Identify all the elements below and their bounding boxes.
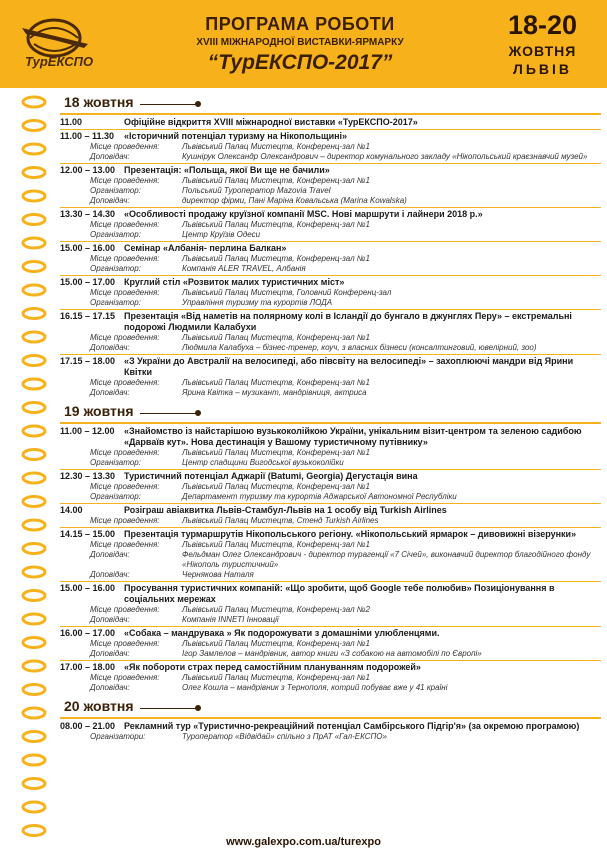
detail-label: Місце проведення: xyxy=(90,254,160,263)
spiral-ring xyxy=(23,450,45,460)
event-detail xyxy=(60,540,601,550)
event-detail xyxy=(60,196,601,206)
event-detail xyxy=(60,482,601,492)
event-separator xyxy=(60,275,601,276)
event-detail xyxy=(60,683,601,693)
event-separator xyxy=(60,163,601,164)
detail-value: Львівський Палац Мистецтв, Конференц-зал №1 xyxy=(182,254,370,263)
event-title: «Знайомство із найстарішою вузькоколійкою України, унікальним візит-центром та зеленою садибою «Дарваїв кут». Нова дестинація у Вашому туристичному путівнику» xyxy=(124,426,582,447)
detail-label: Місце проведення: xyxy=(90,378,160,387)
detail-label: Місце проведення: xyxy=(90,220,160,229)
detail-value: Людмила Калабуха – бізнес-тренер, коуч, з власних бізнеси (консалтинговий, ювелірний, зоо) xyxy=(182,343,537,352)
detail-value: Центр Круїзів Одеси xyxy=(182,230,261,239)
schedule-item-header xyxy=(60,426,601,448)
event-detail xyxy=(60,176,601,186)
logo-text: ТурЕКСПО xyxy=(25,54,94,69)
event-time: 11.00 – 11.30 xyxy=(60,131,115,141)
detail-label: Місце проведення: xyxy=(90,639,160,648)
detail-label: Доповідач: xyxy=(90,683,130,692)
event-time: 11.00 xyxy=(60,117,83,127)
schedule-item xyxy=(56,117,601,128)
day-divider xyxy=(140,708,196,709)
spiral-ring xyxy=(23,473,45,483)
schedule-item xyxy=(56,131,601,162)
detail-label: Місце проведення: xyxy=(90,516,160,525)
spiral-ring xyxy=(23,356,45,366)
detail-value: директор фірми, Пані Маріна Ковальська (Marina Kowalska) xyxy=(182,196,407,205)
spiral-ring xyxy=(23,332,45,342)
spiral-ring xyxy=(23,262,45,272)
event-title: Просування туристичних компаній: «Що зробити, щоб Google тебе полюбив» Позиціонування в соціальних мережах xyxy=(124,583,555,604)
event-separator xyxy=(60,626,601,627)
event-detail xyxy=(60,458,601,468)
day-divider-dot xyxy=(195,410,201,416)
schedule-item-header xyxy=(60,721,601,732)
schedule-item-header xyxy=(60,117,601,128)
detail-value: Олег Кошла – мандрівник з Тернополя, котрий побуває вже у 41 країні xyxy=(182,683,448,692)
detail-value: Львівський Палац Мистецтв, Конференц-зал №1 xyxy=(182,378,370,387)
event-detail xyxy=(60,230,601,240)
day-divider-dot xyxy=(195,705,201,711)
detail-label: Місце проведення: xyxy=(90,448,160,457)
event-detail xyxy=(60,254,601,264)
event-detail xyxy=(60,639,601,649)
event-title: «Як побороти страх перед самостійним плануванням подорожей» xyxy=(124,662,421,672)
spiral-ring xyxy=(23,168,45,178)
detail-value: Кушнірук Олександр Олександрович – директор комунального закладу «Нікопольський краєзнавчий музей» xyxy=(182,152,588,161)
detail-value: Туроператор «Відвідай» спільно з ПрАТ «Гал-ЕКСПО» xyxy=(182,732,387,741)
event-separator xyxy=(60,503,601,504)
event-time: 08.00 – 21.00 xyxy=(60,721,116,731)
detail-value: Управління туризму та курортів ЛОДА xyxy=(182,298,333,307)
event-detail xyxy=(60,388,601,398)
detail-value: Львівський Палац Мистецтв, Конференц-зал №2 xyxy=(182,605,370,614)
event-detail xyxy=(60,186,601,196)
day-title: 20 жовтня xyxy=(64,698,134,714)
event-detail xyxy=(60,732,601,742)
event-title: «Історичний потенціал туризму на Нікопольщині» xyxy=(124,131,348,141)
detail-value: Фельдман Олег Олександрович - директор турагенції «7 Січей», виконавчий директор благодійного фонду «Нікополь туристичний» xyxy=(182,550,591,569)
event-time: 17.15 – 18.00 xyxy=(60,356,116,366)
event-detail xyxy=(60,448,601,458)
detail-value: Ігор Замлелов – мандрівник, автор книги «З собакою на автомобілі по Європі» xyxy=(182,649,482,658)
schedule-item xyxy=(56,209,601,240)
event-time: 14.00 xyxy=(60,505,83,515)
detail-label: Організатор: xyxy=(90,298,141,307)
schedule-item-header xyxy=(60,165,601,176)
page-subtitle: XVIII МІЖНАРОДНОЇ ВИСТАВКИ-ЯРМАРКУ xyxy=(196,37,404,48)
event-month: ЖОВТНЯ xyxy=(508,43,577,59)
event-detail xyxy=(60,220,601,230)
schedule-item-header xyxy=(60,505,601,516)
event-detail xyxy=(60,288,601,298)
schedule-item-header xyxy=(60,209,601,220)
schedule-item xyxy=(56,583,601,625)
spiral-ring xyxy=(23,544,45,554)
detail-value: Чернякова Наталя xyxy=(182,570,254,579)
schedule-item-header xyxy=(60,311,601,333)
page-title: ПРОГРАМА РОБОТИ xyxy=(205,14,395,34)
header xyxy=(0,0,607,88)
event-detail xyxy=(60,152,601,162)
spiral-ring xyxy=(23,567,45,577)
detail-value: Ярина Квітка – музикант, мандрівниця, актриса xyxy=(182,388,367,397)
spiral-ring xyxy=(23,215,45,225)
spiral-ring xyxy=(23,285,45,295)
spiral-ring xyxy=(23,802,45,812)
schedule-item-header xyxy=(60,356,601,378)
event-separator xyxy=(60,469,601,470)
detail-value: Польський Туроператор Mazovia Travel xyxy=(182,186,331,195)
event-time: 15.00 – 16.00 xyxy=(60,243,116,253)
event-time: 14.15 – 15.00 xyxy=(60,529,116,539)
event-separator xyxy=(60,581,601,582)
event-dates: 18-20 xyxy=(507,10,578,40)
detail-value: Львівський Палац Мистецтв, Конференц-зал №1 xyxy=(182,176,370,185)
spiral-ring xyxy=(23,732,45,742)
schedule-item xyxy=(56,505,601,526)
event-separator xyxy=(60,241,601,242)
day-bar xyxy=(60,113,601,115)
detail-value: Львівський Палац Мистецтв, Головний Конференц-зал xyxy=(182,288,392,297)
event-detail xyxy=(60,333,601,343)
event-detail xyxy=(60,516,601,526)
schedule-item-header xyxy=(60,131,601,142)
detail-label: Доповідач: xyxy=(90,388,130,397)
detail-label: Доповідач: xyxy=(90,196,130,205)
schedule-item xyxy=(56,426,601,468)
event-detail xyxy=(60,570,601,580)
detail-label: Організатори: xyxy=(90,732,146,741)
event-title: Круглий стіл «Розвиток малих туристичних міст» xyxy=(124,277,345,287)
day-title: 18 жовтня xyxy=(64,94,134,110)
day-title: 19 жовтня xyxy=(64,403,134,419)
schedule-item-header xyxy=(60,628,601,639)
detail-value: Компанія INNETI Інновації xyxy=(182,615,279,624)
schedule-item xyxy=(56,243,601,274)
spiral-ring xyxy=(23,309,45,319)
event-name: “ТурЕКСПО-2017” xyxy=(207,51,393,74)
detail-label: Доповідач: xyxy=(90,343,130,352)
event-title: Презентація турмаршрутів Нікопольського регіону. «Нікопольський ярмарок – дивовижні візерунки» xyxy=(124,529,577,539)
event-title: «З України до Австралії на велосипеді, або півсвіту на велосипеді» – захоплюючі мандри від Ярини Квітки xyxy=(124,356,574,377)
detail-value: Львівський Палац Мистецтв, Конференц-зал №1 xyxy=(182,673,370,682)
event-detail xyxy=(60,673,601,683)
spiral-ring xyxy=(23,97,45,107)
detail-label: Організатор: xyxy=(90,186,141,195)
day-heading xyxy=(56,694,601,717)
event-time: 15.00 – 16.00 xyxy=(60,583,116,593)
detail-label: Доповідач: xyxy=(90,615,130,624)
schedule-item-header xyxy=(60,583,601,605)
day-bar xyxy=(60,422,601,424)
detail-label: Доповідач: xyxy=(90,152,130,161)
event-separator xyxy=(60,207,601,208)
event-title: Офіційне відкриття XVIII міжнародної виставки «ТурЕКСПО-2017» xyxy=(124,117,418,127)
schedule-item xyxy=(56,277,601,308)
spiral-ring xyxy=(23,661,45,671)
spiral-ring xyxy=(23,520,45,530)
event-detail xyxy=(60,343,601,353)
detail-label: Місце проведення: xyxy=(90,333,160,342)
detail-value: Львівський Палац Мистецтв, Конференц-зал №1 xyxy=(182,482,370,491)
spiral-ring xyxy=(23,685,45,695)
schedule-item xyxy=(56,529,601,580)
spiral-ring xyxy=(23,826,45,836)
spiral-ring xyxy=(23,379,45,389)
event-detail xyxy=(60,298,601,308)
schedule-item xyxy=(56,356,601,398)
detail-value: Компанія ALER TRAVEL, Албанія xyxy=(182,264,306,273)
spiral-ring xyxy=(23,121,45,131)
footer-url[interactable]: www.galexpo.com.ua/turexpo xyxy=(226,836,381,848)
spiral-ring xyxy=(23,708,45,718)
event-title: «Собака – мандрувака » Як подорожувати з домашніми улюбленцями. xyxy=(124,628,440,638)
event-detail xyxy=(60,550,601,570)
detail-value: Львівський Палац Мистецтв, Конференц-зал №1 xyxy=(182,448,370,457)
day-heading xyxy=(56,90,601,113)
day-divider-dot xyxy=(195,101,201,107)
detail-label: Організатор: xyxy=(90,458,141,467)
event-title: Презентація «Від наметів на полярному колі в Ісландії до бунгало в джунглях Перу» – екстремальні подорожі Людмили Калабухи xyxy=(124,311,572,332)
detail-label: Організатор: xyxy=(90,230,141,239)
detail-label: Місце проведення: xyxy=(90,288,160,297)
spiral-ring xyxy=(23,191,45,201)
detail-value: Центр спадщини Вигодської вузькоколійки xyxy=(182,458,344,467)
day-divider xyxy=(140,413,196,414)
event-detail xyxy=(60,264,601,274)
detail-value: Львівський Палац Мистецтв, Конференц-зал №1 xyxy=(182,220,370,229)
detail-value: Львівський Палац Мистецтв, Конференц-зал №1 xyxy=(182,540,370,549)
event-time: 12.30 – 13.30 xyxy=(60,471,116,481)
schedule-item xyxy=(56,471,601,502)
detail-label: Місце проведення: xyxy=(90,673,160,682)
detail-label: Місце проведення: xyxy=(90,142,160,151)
event-separator xyxy=(60,660,601,661)
spiral-ring xyxy=(23,638,45,648)
detail-label: Доповідач: xyxy=(90,570,130,579)
event-separator xyxy=(60,129,601,130)
spiral-ring xyxy=(23,403,45,413)
spiral-ring xyxy=(23,614,45,624)
spiral-ring xyxy=(23,497,45,507)
event-separator xyxy=(60,309,601,310)
schedule-item-header xyxy=(60,662,601,673)
event-time: 16.15 – 17.15 xyxy=(60,311,116,321)
event-title: Семінар «Албанія- перлина Балкан» xyxy=(124,243,287,253)
spiral-ring xyxy=(23,779,45,789)
day-divider xyxy=(140,104,196,105)
event-title: Туристичний потенціал Аджарії (Batumi, Georgia) Дегустація вина xyxy=(124,471,418,481)
schedule-item xyxy=(56,628,601,659)
detail-label: Місце проведення: xyxy=(90,540,160,549)
schedule-item-header xyxy=(60,243,601,254)
event-separator xyxy=(60,354,601,355)
detail-label: Організатор: xyxy=(90,264,141,273)
event-detail xyxy=(60,605,601,615)
detail-value: Львівський Палац Мистецтв, Стенд Turkish Airlines xyxy=(182,516,379,525)
event-time: 16.00 – 17.00 xyxy=(60,628,116,638)
event-detail xyxy=(60,378,601,388)
event-separator xyxy=(60,527,601,528)
spiral-ring xyxy=(23,144,45,154)
event-time: 12.00 – 13.00 xyxy=(60,165,116,175)
detail-label: Доповідач: xyxy=(90,550,130,559)
event-time: 13.30 – 14.30 xyxy=(60,209,116,219)
detail-label: Місце проведення: xyxy=(90,482,160,491)
detail-value: Львівський Палац Мистецтв, Конференц-зал №1 xyxy=(182,333,370,342)
day-heading xyxy=(56,399,601,422)
event-title: Розіграш авіаквитка Львів-Стамбул-Львів на 1 особу від Turkish Airlines xyxy=(124,505,447,515)
detail-value: Львівський Палац Мистецтв, Конференц-зал №1 xyxy=(182,142,370,151)
detail-label: Місце проведення: xyxy=(90,176,160,185)
spiral-ring xyxy=(23,755,45,765)
spiral-ring xyxy=(23,591,45,601)
event-detail xyxy=(60,492,601,502)
day-bar xyxy=(60,717,601,719)
detail-label: Організатор: xyxy=(90,492,141,501)
schedule-item xyxy=(56,311,601,353)
schedule-item xyxy=(56,662,601,693)
event-city: ЛЬВІВ xyxy=(513,61,572,77)
event-title: Презентація: «Польща, якої Ви ще не бачили» xyxy=(124,165,330,175)
spiral-binding-icon xyxy=(20,92,48,852)
schedule xyxy=(56,90,601,743)
schedule-item-header xyxy=(60,471,601,482)
detail-value: Львівський Палац Мистецтв, Конференц-зал №1 xyxy=(182,639,370,648)
detail-label: Доповідач: xyxy=(90,649,130,658)
event-detail xyxy=(60,142,601,152)
detail-label: Місце проведення: xyxy=(90,605,160,614)
schedule-item xyxy=(56,721,601,742)
event-title: «Особливості продажу круїзної компанії MSC. Нові маршрути і лайнери 2018 р.» xyxy=(124,209,483,219)
schedule-item-header xyxy=(60,529,601,540)
event-time: 17.00 – 18.00 xyxy=(60,662,116,672)
event-detail xyxy=(60,615,601,625)
schedule-item-header xyxy=(60,277,601,288)
event-detail xyxy=(60,649,601,659)
event-time: 11.00 – 12.00 xyxy=(60,426,115,436)
spiral-ring xyxy=(23,238,45,248)
event-title: Рекламний тур «Туристично-рекреаційний потенціал Самбірського Підгір'я» (за окремою програмою) xyxy=(124,721,580,731)
schedule-item xyxy=(56,165,601,206)
spiral-ring xyxy=(23,426,45,436)
detail-value: Департамент туризму та курортів Аджарської Автономної Республіки xyxy=(182,492,457,501)
event-time: 15.00 – 17.00 xyxy=(60,277,116,287)
